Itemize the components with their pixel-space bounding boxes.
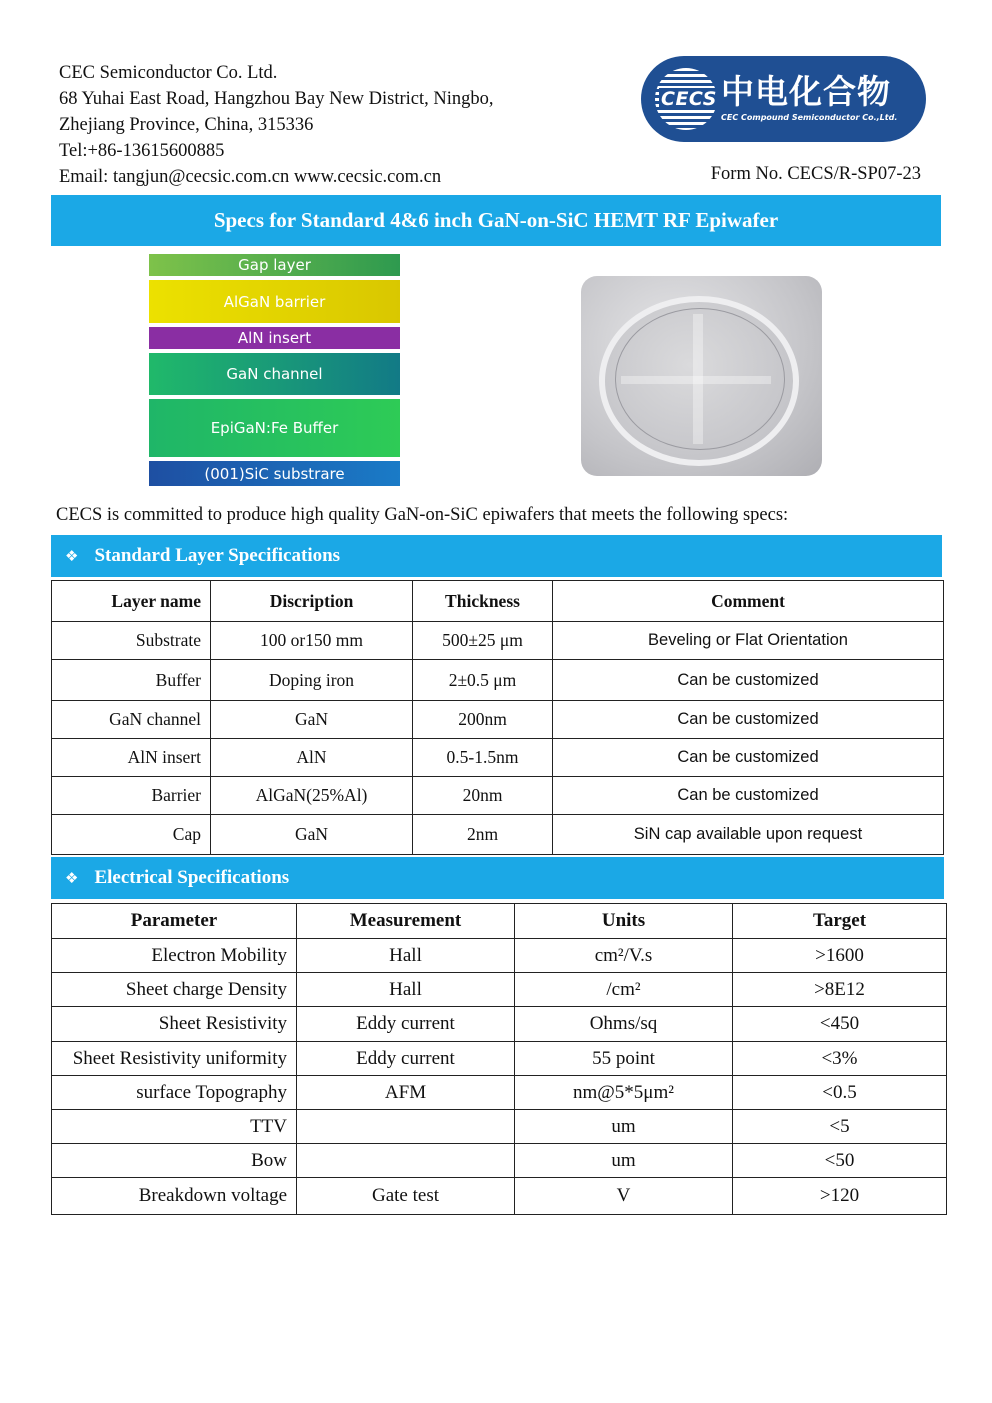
table-row <box>52 1110 947 1144</box>
table-cell: Hall <box>297 939 515 973</box>
section-header-electrical-specs <box>51 857 944 899</box>
table-row <box>52 660 944 701</box>
table-cell: Gate test <box>297 1178 515 1215</box>
table-row <box>52 1007 947 1042</box>
table-cell: 0.5-1.5nm <box>413 739 553 777</box>
column-header: Parameter <box>52 904 297 939</box>
table-cell: AlN <box>211 739 413 777</box>
table-row <box>52 622 944 660</box>
table-cell: Hall <box>297 973 515 1007</box>
table-cell: 100 or150 mm <box>211 622 413 660</box>
column-header: Measurement <box>297 904 515 939</box>
table-cell: /cm² <box>515 973 733 1007</box>
table-row <box>52 777 944 815</box>
table-row <box>52 739 944 777</box>
column-header: Thickness <box>413 581 553 622</box>
table-cell: 55 point <box>515 1042 733 1076</box>
table-cell <box>297 1110 515 1144</box>
table-cell: Ohms/sq <box>515 1007 733 1042</box>
table-cell: Barrier <box>52 777 211 815</box>
table-cell: Can be customized <box>553 777 944 815</box>
company-address-line2: Zhejiang Province, China, 315336 <box>59 115 314 135</box>
table-row <box>52 701 944 739</box>
table-cell: Breakdown voltage <box>52 1178 297 1215</box>
table-header-row <box>52 904 947 939</box>
table-cell: 2nm <box>413 815 553 855</box>
table-cell: Doping iron <box>211 660 413 701</box>
table-cell: <450 <box>733 1007 947 1042</box>
electrical-specs-table <box>51 903 947 1215</box>
layer-specs-table <box>51 580 944 855</box>
cecs-logo <box>641 56 926 142</box>
table-cell: AFM <box>297 1076 515 1110</box>
table-cell: Can be customized <box>553 701 944 739</box>
stack-layer-gap: Gap layer <box>149 254 400 276</box>
logo-english-name: CEC Compound Semiconductor Co.,Ltd. <box>721 113 898 122</box>
table-cell: um <box>515 1110 733 1144</box>
section-header-layer-specs <box>51 535 942 577</box>
stack-layer-algan-barrier: AlGaN barrier <box>149 280 400 323</box>
table-cell: 500±25 μm <box>413 622 553 660</box>
page-title: Specs for Standard 4&6 inch GaN-on-SiC HEMT RF Epiwafer <box>51 195 941 246</box>
table-cell <box>297 1144 515 1178</box>
table-cell: AlGaN(25%Al) <box>211 777 413 815</box>
logo-mark: CECS <box>661 88 717 110</box>
table-cell: >120 <box>733 1178 947 1215</box>
table-cell: Sheet charge Density <box>52 973 297 1007</box>
company-email-web: Email: tangjun@cecsic.com.cn www.cecsic.com.cn <box>59 167 442 187</box>
table-cell: V <box>515 1178 733 1215</box>
diamond-bullet-icon: ❖ <box>65 547 79 565</box>
stack-layer-ain-insert: AlN insert <box>149 327 400 349</box>
table-cell: <5 <box>733 1110 947 1144</box>
table-cell: 20nm <box>413 777 553 815</box>
table-row <box>52 973 947 1007</box>
table-row <box>52 1144 947 1178</box>
table-header-row <box>52 581 944 622</box>
table-cell: GaN <box>211 701 413 739</box>
form-number: Form No. CECS/R-SP07-23 <box>710 164 921 184</box>
table-cell: Cap <box>52 815 211 855</box>
table-cell: Can be customized <box>553 739 944 777</box>
section-title: Standard Layer Specifications <box>94 545 341 566</box>
table-cell: <0.5 <box>733 1076 947 1110</box>
table-cell: GaN <box>211 815 413 855</box>
table-cell: <3% <box>733 1042 947 1076</box>
wafer-photo <box>581 276 822 476</box>
table-row <box>52 1178 947 1215</box>
company-info <box>59 60 494 190</box>
table-cell: Sheet Resistivity <box>52 1007 297 1042</box>
table-cell: <50 <box>733 1144 947 1178</box>
table-cell: Can be customized <box>553 660 944 701</box>
table-cell: Substrate <box>52 622 211 660</box>
table-row <box>52 1042 947 1076</box>
table-cell: surface Topography <box>52 1076 297 1110</box>
table-cell: TTV <box>52 1110 297 1144</box>
company-name: CEC Semiconductor Co. Ltd. <box>59 63 278 83</box>
table-cell: Sheet Resistivity uniformity <box>52 1042 297 1076</box>
column-header: Comment <box>553 581 944 622</box>
stack-layer-buffer: EpiGaN:Fe Buffer <box>149 399 400 457</box>
intro-text: CECS is committed to produce high quality GaN-on-SiC epiwafers that meets the following specs: <box>56 505 789 525</box>
table-cell: cm²/V.s <box>515 939 733 973</box>
column-header: Discription <box>211 581 413 622</box>
table-cell: Eddy current <box>297 1042 515 1076</box>
table-cell: 2±0.5 μm <box>413 660 553 701</box>
logo-chinese-name: 中电化合物 <box>721 72 891 111</box>
table-cell: Bow <box>52 1144 297 1178</box>
table-cell: >8E12 <box>733 973 947 1007</box>
column-header: Units <box>515 904 733 939</box>
table-cell: um <box>515 1144 733 1178</box>
table-cell: Eddy current <box>297 1007 515 1042</box>
table-cell: 200nm <box>413 701 553 739</box>
company-address-line1: 68 Yuhai East Road, Hangzhou Bay New District, Ningbo, <box>59 89 494 109</box>
table-cell: nm@5*5μm² <box>515 1076 733 1110</box>
table-row <box>52 1076 947 1110</box>
table-cell: Electron Mobility <box>52 939 297 973</box>
diamond-bullet-icon: ❖ <box>65 869 79 887</box>
stack-layer-substrate: (001)SiC substrare <box>149 461 400 486</box>
stack-layer-gan-channel: GaN channel <box>149 353 400 395</box>
table-cell: GaN channel <box>52 701 211 739</box>
table-row <box>52 815 944 855</box>
section-title: Electrical Specifications <box>94 867 290 888</box>
table-row <box>52 939 947 973</box>
column-header: Layer name <box>52 581 211 622</box>
table-cell: >1600 <box>733 939 947 973</box>
table-cell: Beveling or Flat Orientation <box>553 622 944 660</box>
company-tel: Tel:+86-13615600885 <box>59 141 225 161</box>
table-cell: SiN cap available upon request <box>553 815 944 855</box>
column-header: Target <box>733 904 947 939</box>
table-cell: Buffer <box>52 660 211 701</box>
table-cell: AlN insert <box>52 739 211 777</box>
